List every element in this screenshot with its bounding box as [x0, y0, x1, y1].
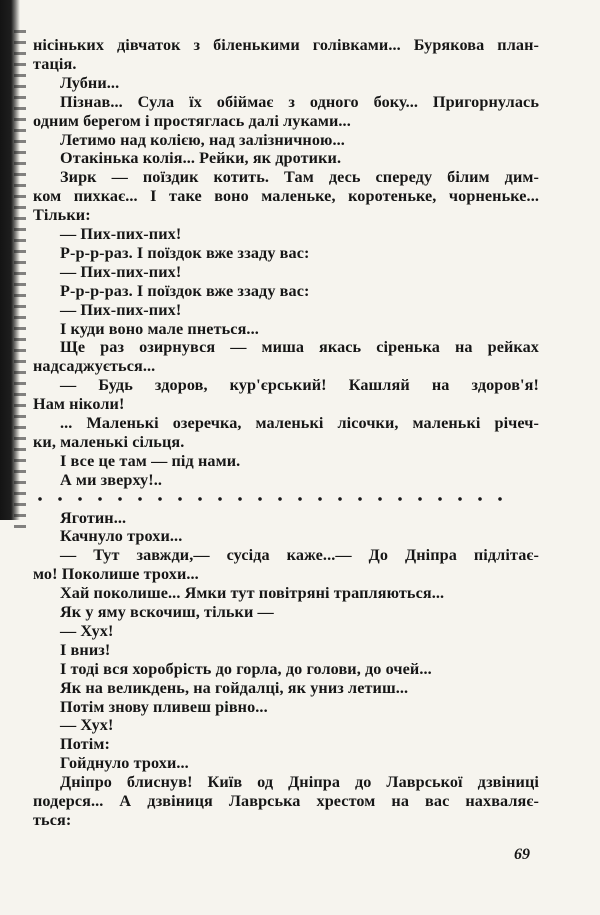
text-line: Яготин... [60, 508, 127, 527]
text-line: мо! Поколише трохи... [33, 565, 199, 584]
text-line: Р-р-р-раз. І поїздок вже ззаду вас: [60, 281, 310, 300]
text-line: Дніпро блиснув! Київ од Дніпра до Лаврської дзвіниці [60, 773, 539, 792]
text-line: — Пих-пих-пих! [60, 300, 182, 319]
text-line: Нам ніколи! [33, 395, 125, 414]
text-line: Як на великдень, на гойдалці, як униз летиш... [60, 678, 409, 697]
text-line: А ми зверху!.. [60, 470, 163, 489]
text-line: Гойднуло трохи... [60, 754, 189, 773]
text-line: подерся... А дзвіниця Лаврська хрестом на вас нахваляє- [33, 792, 539, 811]
text-line: — Пих-пих-пих! [60, 262, 182, 281]
text-line: ... Маленькі озеречка, маленькі лісочки, маленькі річеч- [60, 414, 539, 433]
binding-specks [14, 30, 26, 530]
text-line: І все це там — під нами. [60, 451, 241, 470]
text-line: Ще раз озирнувся — миша якась сіренька на рейках [60, 338, 539, 357]
text-line: — Хух! [60, 621, 114, 640]
text-line: — Хух! [60, 716, 114, 735]
text-line: І куди воно мале пнеться... [60, 319, 259, 338]
text-line: — Пих-пих-пих! [60, 225, 182, 243]
text-line: ться: [33, 810, 72, 829]
text-line: — Будь здоров, кур'єрський! Кашляй на здоров'я! [60, 376, 539, 395]
text-line: надсаджується... [33, 357, 156, 376]
text-line: І вниз! [60, 640, 111, 659]
text-line: тація. [33, 54, 77, 73]
text-line: Потім знову пливеш рівно... [60, 697, 268, 716]
text-line: Р-р-р-раз. І поїздок вже ззаду вас: [60, 243, 310, 262]
page-number: 69 [514, 846, 530, 863]
text-line: Як у яму вскочиш, тільки — [60, 603, 274, 622]
text-line: Зирк — поїздик котить. Там десь спереду білим дим- [60, 168, 539, 187]
page-body-text [33, 36, 539, 830]
text-line: Тільки: [33, 206, 91, 225]
section-break-dotted-line [30, 494, 510, 504]
text-line: Качнуло трохи... [60, 527, 183, 546]
text-line: одним берегом і простяглась далі луками... [33, 111, 351, 130]
text-line: Потім: [60, 735, 110, 754]
text-line: І тоді вся хоробрість до горла, до голови, до очей... [60, 659, 432, 678]
text-line: — Тут завжди,— сусіда каже...— До Дніпра підлітає- [60, 546, 539, 565]
text-line: ком пихкає... І таке воно маленьке, коротеньке, чорненьке... [33, 187, 539, 206]
text-line: Отакінька колія... Рейки, як дротики. [60, 149, 342, 168]
text-line: Лубни... [60, 73, 120, 92]
text-line: Хай поколише... Ямки тут повітряні трапляються... [60, 584, 445, 603]
text-line: ки, маленькі сільця. [33, 432, 185, 451]
text-line: нісіньких дівчаток з біленькими голівками... Бурякова план- [33, 36, 539, 54]
text-line: Летимо над колією, над залізничною... [60, 130, 345, 149]
text-line: Пізнав... Сула їх обіймає з одного боку... Пригорнулась [60, 92, 539, 111]
